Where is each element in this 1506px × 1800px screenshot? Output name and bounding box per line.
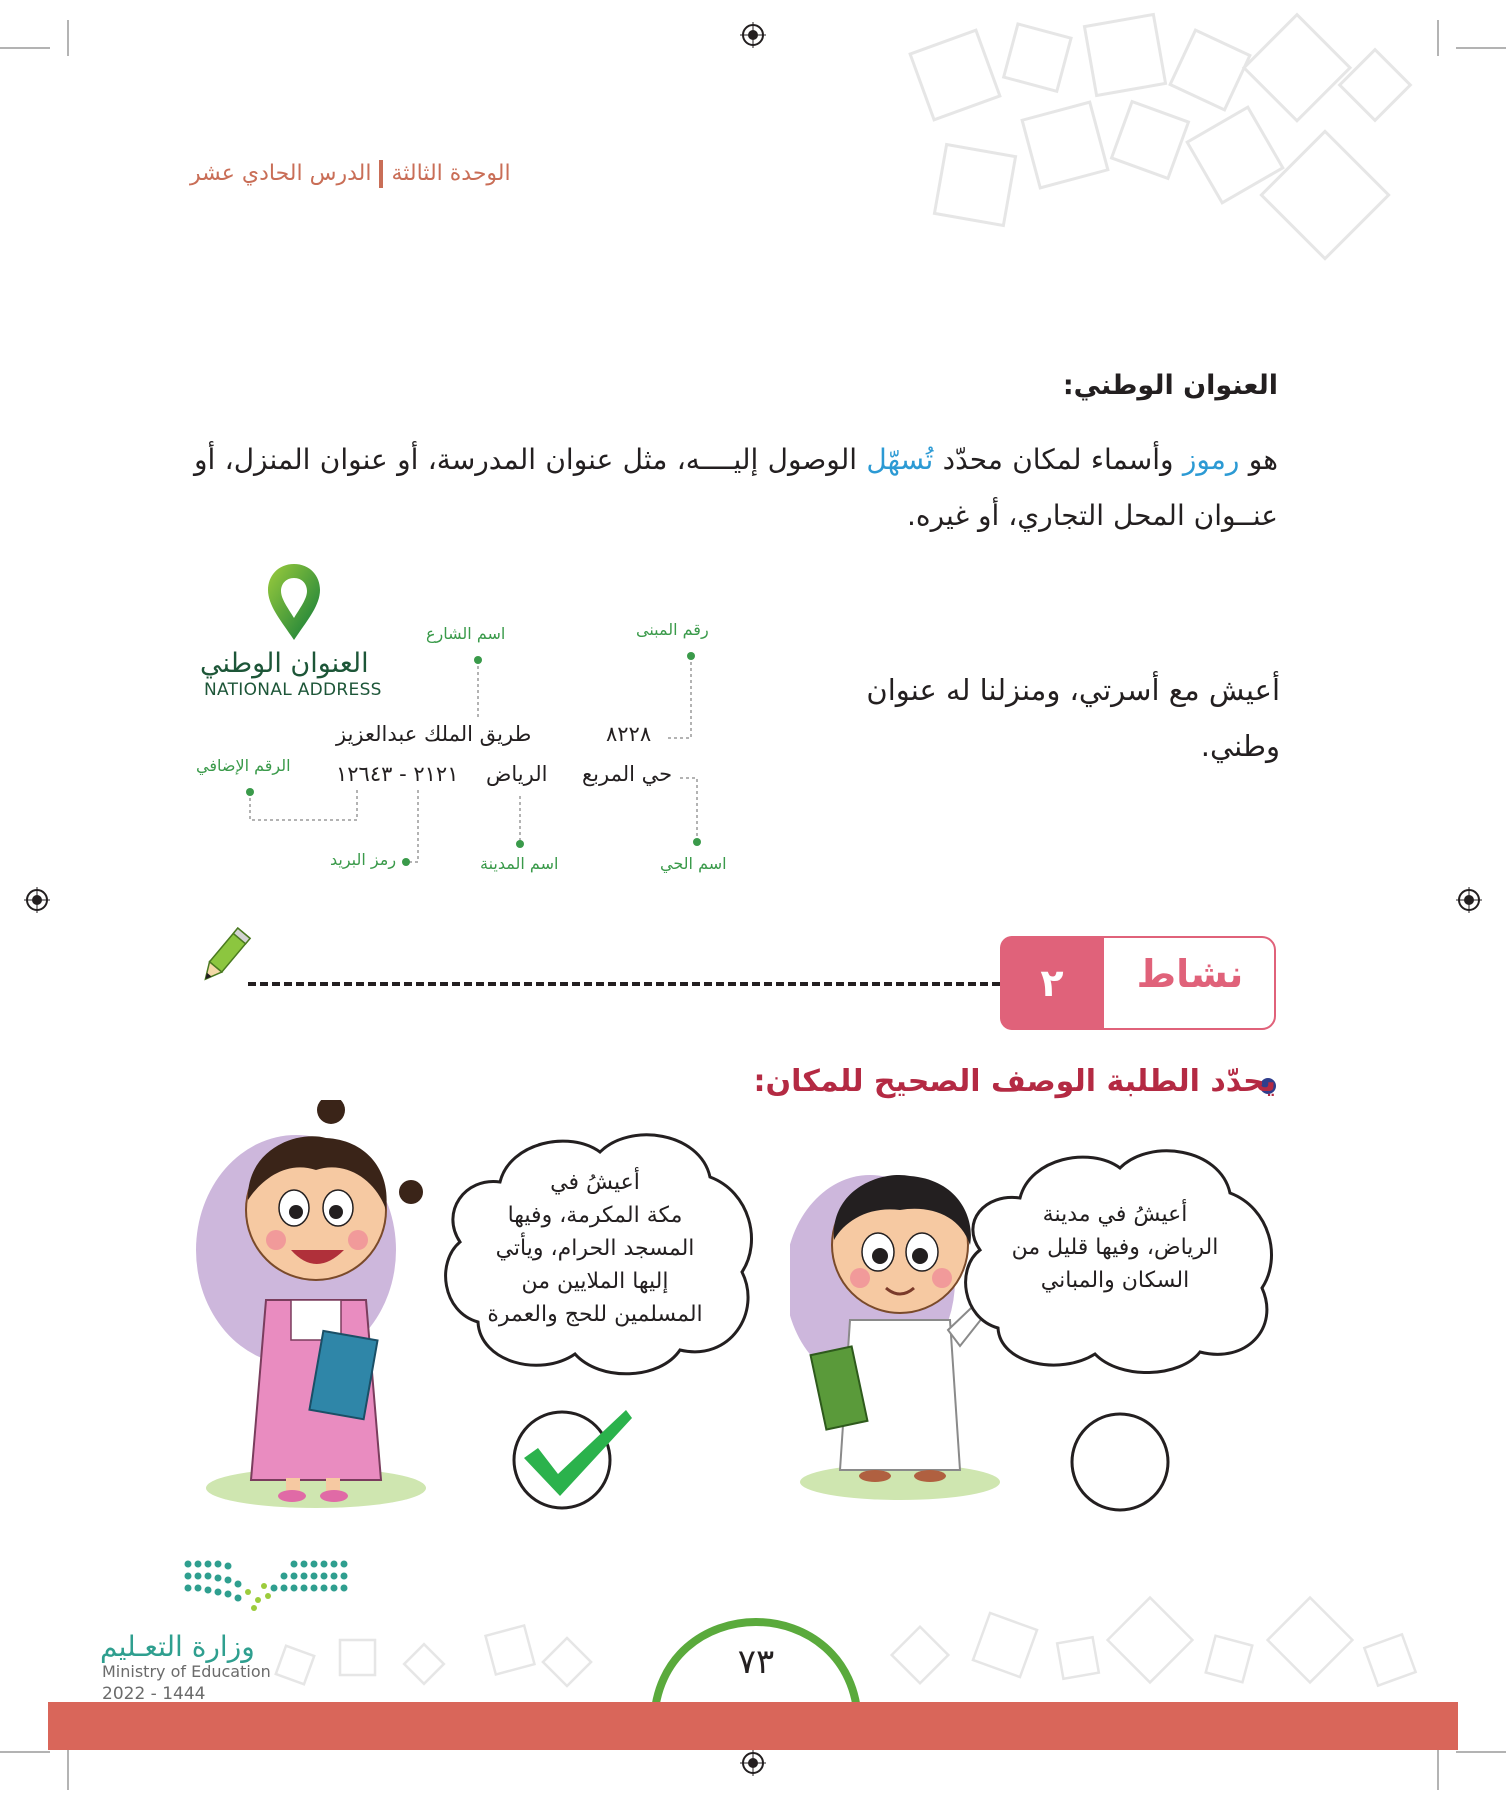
- boy-bubble-text: [960, 1198, 1270, 1297]
- para-text-2: وأسماء لمكان محدّد: [933, 443, 1183, 476]
- family-address-text: أعيش مع أسرتي، ومنزلنا له عنوان وطني.: [866, 673, 1280, 763]
- city-name: الرياض: [486, 762, 548, 786]
- postal-code: ١٢٦٤٣: [336, 762, 393, 786]
- boy-bubble-line: أعيشُ في مدينة: [1042, 1202, 1188, 1227]
- additional-number: ٢١٢١: [413, 762, 459, 786]
- term-symbols: رموز: [1182, 443, 1240, 476]
- label-building-number: رقم المبنى: [636, 620, 709, 639]
- edition-year: 2022 - 1444: [102, 1684, 206, 1704]
- girl-bubble-line: مكة المكرمة، وفيها: [507, 1203, 683, 1228]
- girl-bubble-line: إليها الملايين من: [521, 1269, 669, 1294]
- district-name: حي المربع: [582, 762, 673, 786]
- girl-bubble-line: المسجد الحرام، ويأتي: [495, 1236, 695, 1261]
- label-postal-code: رمز البريد: [330, 850, 397, 869]
- page-number: ٧٣: [737, 1642, 775, 1682]
- section-heading: العنوان الوطني:: [1062, 370, 1278, 401]
- page-header: [190, 160, 590, 188]
- boy-answer-checkbox[interactable]: [1068, 1410, 1172, 1514]
- boy-bubble-line: السكان والمباني: [1040, 1268, 1190, 1293]
- para-text-1: هو: [1239, 443, 1278, 476]
- girl-bubble-line: المسلمين للحج والعمرة: [487, 1302, 703, 1327]
- definition-paragraph: [194, 432, 1278, 544]
- label-street: اسم الشارع: [426, 624, 506, 643]
- unit-label: الوحدة الثالثة: [391, 161, 511, 186]
- girl-answer-checkbox[interactable]: [508, 1400, 648, 1514]
- girl-bubble-line: أعيشُ في: [550, 1170, 640, 1195]
- address-connector-lines: [200, 600, 760, 880]
- girl-bubble-text: [440, 1166, 750, 1331]
- pencil-icon: [196, 926, 252, 988]
- para-text-3: الوصول إليــــه، مثل عنوان المدرسة، أو عنوان المنزل، أو عنــوان المحل التجاري، أو غيره.: [194, 443, 1278, 532]
- girl-illustration: [196, 1100, 446, 1510]
- activity-question: يحدّد الطلبة الوصف الصحيح للمكان:: [753, 1064, 1276, 1099]
- ministry-name-en: Ministry of Education: [102, 1662, 271, 1681]
- header-separator: [379, 160, 383, 188]
- national-address-logo-ar: العنوان الوطني: [200, 648, 369, 679]
- ministry-name-ar: وزارة التعـليم: [100, 1630, 255, 1663]
- national-address-logo-en: NATIONAL ADDRESS: [204, 680, 382, 700]
- term-facilitate: تُسهّل: [866, 443, 934, 476]
- activity-number: ٢: [1000, 936, 1104, 1030]
- label-district: اسم الحي: [660, 854, 727, 873]
- dash-separator: -: [399, 762, 407, 786]
- building-number: ٨٢٢٨: [606, 722, 652, 746]
- activity-title: نشاط: [1136, 952, 1244, 996]
- label-city: اسم المدينة: [480, 854, 559, 873]
- label-additional-number: الرقم الإضافي: [196, 756, 291, 775]
- street-name: طريق الملك عبدالعزيز: [336, 722, 532, 746]
- ministry-logo-dots-icon: [182, 1556, 352, 1614]
- footer-bar: [48, 1702, 1458, 1750]
- activity-dashed-line: [248, 982, 1000, 986]
- lesson-label: الدرس الحادي عشر: [190, 161, 372, 186]
- boy-bubble-line: الرياض، وفيها قليل من: [1011, 1235, 1219, 1260]
